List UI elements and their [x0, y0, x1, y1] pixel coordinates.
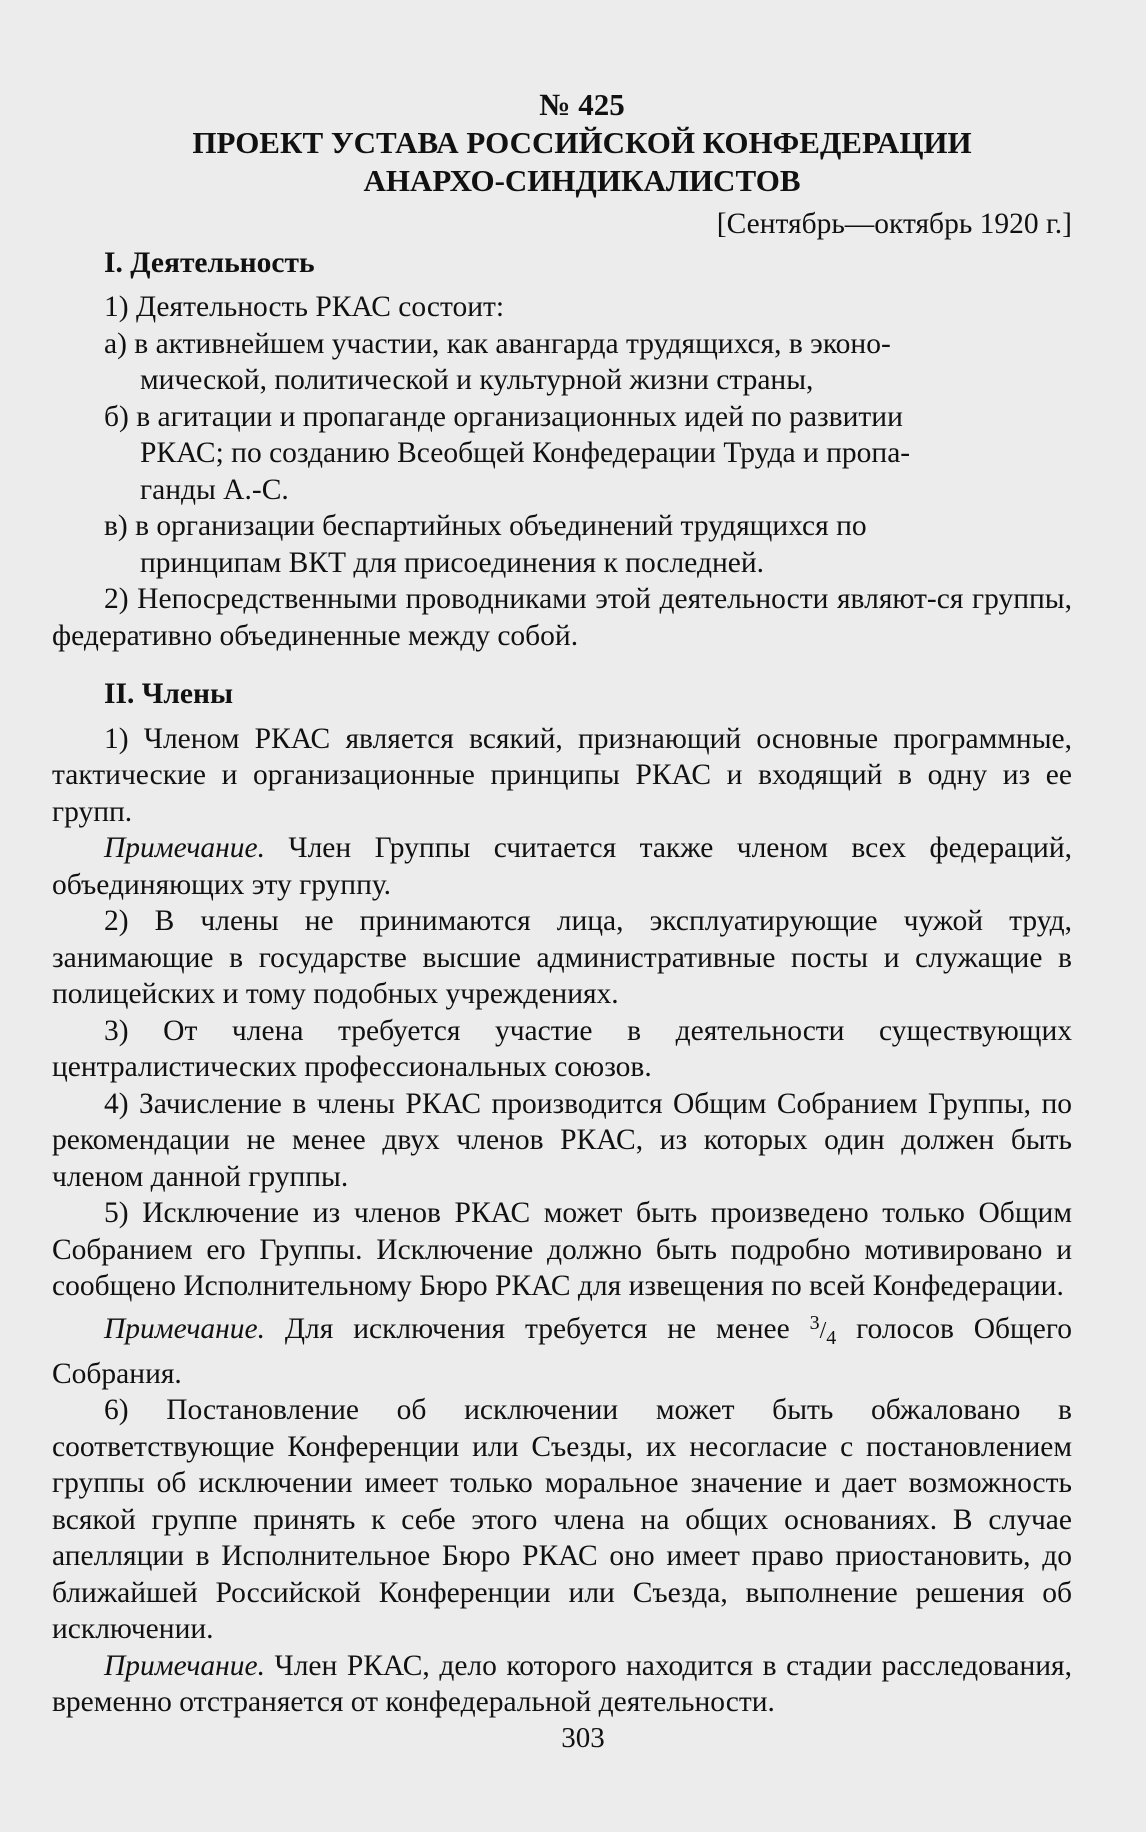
list-item-a	[52, 326, 1072, 399]
fraction-denominator: 4	[826, 1326, 837, 1349]
note-label: Примечание.	[104, 1312, 266, 1345]
document-date: [Сентябрь—октябрь 1920 г.]	[716, 208, 1072, 240]
section-heading-activity: I. Деятельность	[104, 246, 315, 279]
list-item-text: б) в агитации и пропаганде организационных идей по развитии	[104, 400, 903, 433]
paragraph: 1) Членом РКАС является всякий, признающий основные программные, тактические и организационные принципы РКАС и входящий в одну из ее групп.	[52, 722, 1072, 828]
note-text: голосов Общего Собрания.	[52, 1312, 1072, 1390]
document-body	[52, 86, 1072, 1721]
note-text: Для исключения требуется не менее	[265, 1312, 810, 1345]
title-line-1: ПРОЕКТ УСТАВА РОССИЙСКОЙ КОНФЕДЕРАЦИИ	[192, 125, 972, 160]
paragraph: 2) В члены не принимаются лица, эксплуатирующие чужой труд, занимающие в государстве высшие административные посты и служащие в полицейских и тому подобных учреждениях.	[52, 905, 1072, 1010]
note-paragraph	[52, 1305, 1072, 1393]
fraction: $^3/_4$	[809, 1311, 837, 1349]
list-item-continuation: принципам ВКТ для присоединения к последней.	[140, 546, 765, 579]
paragraph: 4) Зачисление в члены РКАС производится Общим Собранием Группы, по рекомендации не менее двух членов РКАС, из которых один должен быть членом данной группы.	[52, 1087, 1072, 1193]
note-text: Член РКАС, дело которого находится в стадии расследования, временно отстраняется от конфедеральной деятельности.	[52, 1649, 1072, 1719]
list-item-continuation: ганды А.-С.	[140, 473, 289, 506]
list-item-continuation: РКАС; по созданию Всеобщей Конфедерации Труда и пропа-	[140, 437, 911, 469]
note-paragraph	[52, 1648, 1072, 1721]
list-item-continuation: мической, политической и культурной жизни страны,	[140, 364, 814, 396]
list-item-text: а) в активнейшем участии, как авангарда трудящихся, в эконо-	[104, 327, 891, 360]
document-number: № 425	[539, 87, 625, 122]
note-paragraph	[52, 830, 1072, 903]
section-heading-members: II. Члены	[104, 678, 234, 710]
note-label: Примечание.	[104, 832, 266, 864]
paragraph: 3) От члена требуется участие в деятельности существующих централистических профессиональных союзов.	[52, 1014, 1072, 1083]
note-text: Член Группы считается также членом всех федераций, объединяющих эту группу.	[52, 832, 1072, 901]
list-item-text: в) в организации беспартийных объединений трудящихся по	[104, 510, 867, 542]
paragraph: 1) Деятельность РКАС состоит:	[104, 291, 505, 323]
paragraph: 5) Исключение из членов РКАС может быть произведено только Общим Собранием его Группы. Исключение должно быть подробно мотивировано и сообщено Исполнительному Бюро РКАС для извещения по всей Конфедерации.	[52, 1197, 1072, 1302]
page-number: 303	[561, 1722, 605, 1754]
title-line-2: АНАРХО-СИНДИКАЛИСТОВ	[363, 163, 801, 198]
fraction-numerator: 3	[809, 1311, 820, 1334]
paragraph: 2) Непосредственными проводниками этой деятельности являют-ся группы, федеративно объединенные между собой.	[52, 583, 1072, 652]
list-item-v	[52, 508, 1072, 581]
list-item-b	[52, 399, 1072, 509]
document-title	[52, 124, 1072, 200]
note-label: Примечание.	[104, 1649, 266, 1682]
paragraph: 6) Постановление об исключении может быть обжаловано в соответствующие Конференции или Съезды, их несогласие с постановлением группы об исключении имеет только моральное значение и дает возможность всякой группе принять к себе этого члена на общих основаниях. В случае апелляции в Исполнительное Бюро РКАС оно имеет право приостановить, до ближайшей Российской Конференции или Съезда, выполнение решения об исключении.	[52, 1394, 1072, 1646]
